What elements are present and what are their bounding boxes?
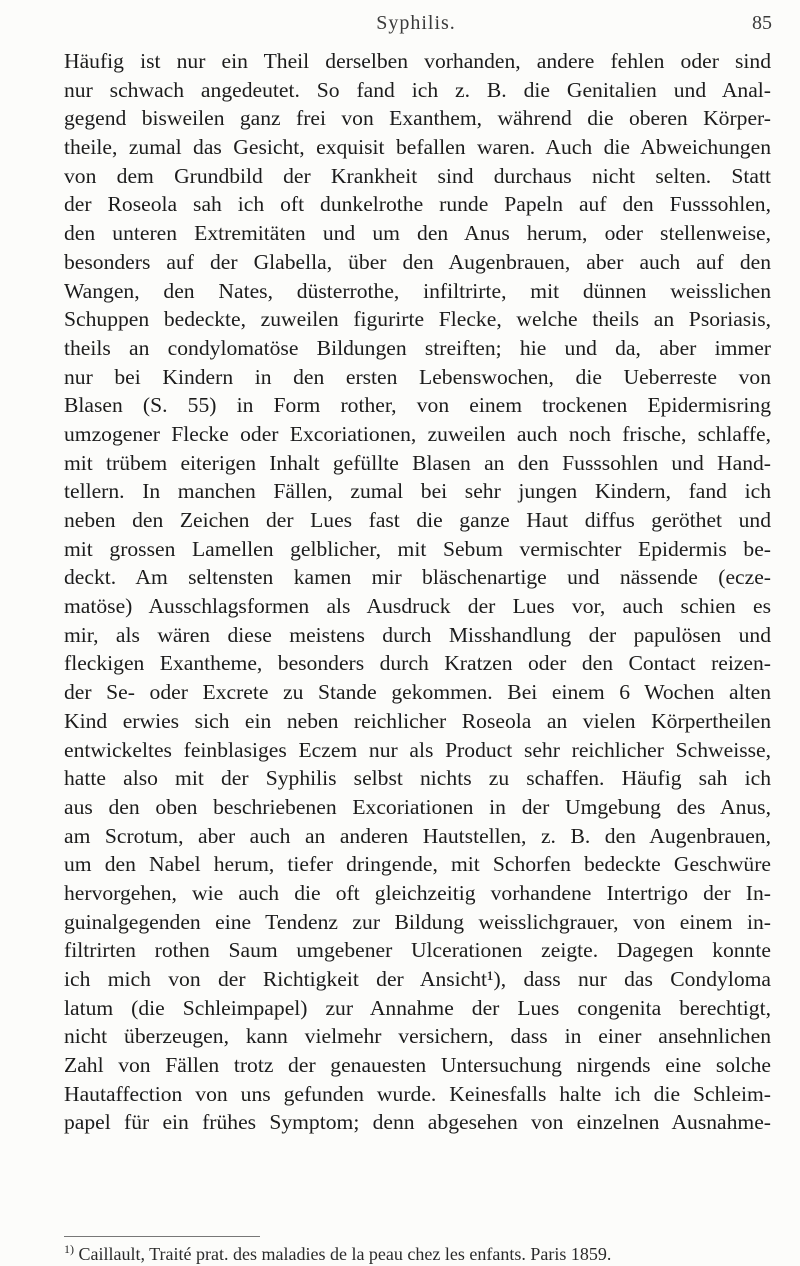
text-line: theile, zumal das Gesicht, exquisit befallen waren. Auch die Abweichungen	[64, 135, 771, 160]
text-line: neben den Zeichen der Lues fast die ganze Haut diffus geröthet und	[64, 508, 771, 532]
footnote-text: Caillault, Traité prat. des maladies de la peau chez les enfants. Paris 1859.	[74, 1244, 612, 1264]
footnote-marker: 1)	[64, 1242, 74, 1256]
text-line: latum (die Schleimpapel) zur Annahme der Lues congenita berechtigt,	[64, 995, 771, 1020]
text-line: mir, als wären diese meistens durch Misshandlung der papulösen und	[64, 622, 771, 647]
text-line: nicht überzeugen, kann vielmehr versichern, dass in einer ansehnlichen	[64, 1024, 771, 1049]
text-line: Kind erwies sich ein neben reichlicher Roseola an vielen Körpertheilen	[64, 708, 771, 733]
text-line: am Scrotum, aber auch an anderen Hautstellen, z. B. den Augenbrauen,	[64, 823, 771, 848]
text-line: von dem Grundbild der Krankheit sind durchaus nicht selten. Statt	[64, 163, 771, 188]
footnote	[64, 1237, 774, 1266]
text-line: guinalgegenden eine Tendenz zur Bildung weisslichgrauer, von einem in-	[64, 909, 771, 934]
text-line: fleckigen Exantheme, besonders durch Kratzen oder den Contact reizen-	[64, 651, 771, 676]
page-header	[60, 12, 772, 40]
text-line: tellern. In manchen Fällen, zumal bei sehr jungen Kindern, fand ich	[64, 479, 771, 504]
text-line: der Se- oder Excrete zu Stande gekommen. Bei einem 6 Wochen alten	[64, 680, 771, 705]
text-line: nur bei Kindern in den ersten Lebenswochen, die Ueberreste von	[64, 364, 771, 389]
text-line: besonders auf der Glabella, über den Augenbrauen, aber auch auf den	[64, 249, 771, 274]
text-line: Zahl von Fällen trotz der genauesten Untersuchung nirgends eine solche	[64, 1053, 771, 1078]
running-head: Syphilis.	[376, 12, 456, 34]
text-line: theils an condylomatöse Bildungen streiften; hie und da, aber immer	[64, 335, 771, 360]
text-line: hatte also mit der Syphilis selbst nichts zu schaffen. Häufig sah ich	[64, 766, 771, 791]
text-line: papel für ein frühes Symptom; denn abgesehen von einzelnen Ausnahme-	[64, 1110, 771, 1135]
text-line: filtrirten rothen Saum umgebener Ulcerationen zeigte. Dagegen konnte	[64, 938, 771, 963]
text-line: gegend bisweilen ganz frei von Exanthem, während die oberen Körper-	[64, 106, 771, 131]
text-line: aus den oben beschriebenen Excoriationen in der Umgebung des Anus,	[64, 794, 771, 819]
text-line: matöse) Ausschlagsformen als Ausdruck der Lues vor, auch schien es	[64, 594, 771, 619]
text-line: deckt. Am seltensten kamen mir bläschenartige und nässende (ecze-	[64, 565, 771, 590]
text-line: entwickeltes feinblasiges Eczem nur als Product sehr reichlicher Schweisse,	[64, 737, 771, 762]
text-line: mit trübem eiterigen Inhalt gefüllte Blasen an den Fusssohlen und Hand-	[64, 450, 771, 475]
text-line: hervorgehen, wie auch die oft gleichzeitig vorhandene Intertrigo der In-	[64, 880, 771, 905]
text-line: Blasen (S. 55) in Form rother, von einem trockenen Epidermisring	[64, 393, 771, 418]
text-line: ich mich von der Richtigkeit der Ansicht¹), dass nur das Condyloma	[64, 967, 771, 991]
text-line: um den Nabel herum, tiefer dringende, mit Schorfen bedeckte Geschwüre	[64, 852, 771, 877]
text-line: mit grossen Lamellen gelblicher, mit Sebum vermischter Epidermis be-	[64, 536, 771, 561]
text-line: umzogener Flecke oder Excoriationen, zuweilen auch noch frische, schlaffe,	[64, 421, 771, 446]
text-line: Häufig ist nur ein Theil derselben vorhanden, andere fehlen oder sind	[64, 49, 771, 73]
page-number: 85	[752, 12, 772, 34]
text-line: Wangen, den Nates, düsterrothe, infiltrirte, mit dünnen weisslichen	[64, 278, 771, 303]
text-line: Schuppen bedeckte, zuweilen figurirte Flecke, welche theils an Psoriasis,	[64, 307, 771, 332]
body-text	[64, 47, 771, 1137]
text-line: der Roseola sah ich oft dunkelrothe runde Papeln auf den Fusssohlen,	[64, 192, 771, 217]
text-line: nur schwach angedeutet. So fand ich z. B. die Genitalien und Anal-	[64, 77, 771, 102]
text-line: Hautaffection von uns gefunden wurde. Keinesfalls halte ich die Schleim-	[64, 1081, 771, 1106]
text-line: den unteren Extremitäten und um den Anus herum, oder stellenweise,	[64, 221, 771, 246]
